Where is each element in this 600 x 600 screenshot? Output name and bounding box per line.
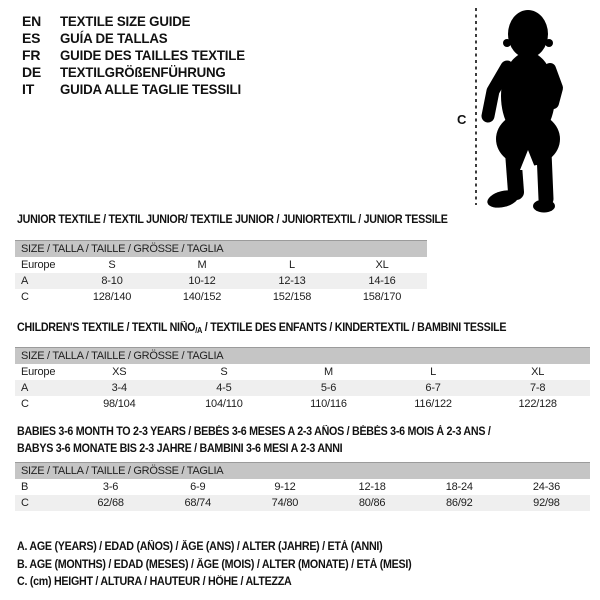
language-code: EN xyxy=(22,13,42,29)
value-cell: 110/116 xyxy=(310,398,347,410)
value-cell: 6-9 xyxy=(190,481,206,493)
row-label-cell: A xyxy=(21,382,29,394)
value-cell: 14-16 xyxy=(368,275,396,287)
value-cell: 4-5 xyxy=(216,382,232,394)
value-cell: XL xyxy=(531,366,545,378)
row-label-cell: Europe xyxy=(21,366,56,378)
row-label-cell: B xyxy=(21,481,29,493)
height-measure-label: C xyxy=(457,112,467,127)
language-row-it xyxy=(22,81,255,98)
value-cell: 74/80 xyxy=(271,497,299,509)
value-cell: XL xyxy=(375,259,389,271)
children-title-prefix: CHILDREN'S TEXTILE / TEXTIL NIÑO xyxy=(17,322,196,334)
babies-size-table xyxy=(15,462,590,511)
language-title: GUIDE DES TAILLES TEXTILE xyxy=(60,47,245,63)
legend-height-cm: C. (cm) HEIGHT / ALTURA / HAUTEUR / HÖHE / ALTEZZA xyxy=(17,576,292,588)
language-title-block xyxy=(22,13,255,98)
children-section-title xyxy=(17,320,506,339)
language-title: GUIDA ALLE TAGLIE TESSILI xyxy=(60,81,241,97)
table-row xyxy=(15,364,590,380)
value-cell: S xyxy=(220,366,228,378)
value-cell: 92/98 xyxy=(533,497,560,509)
value-cell: 122/128 xyxy=(518,398,557,410)
table-row xyxy=(15,495,590,511)
value-cell: 8-10 xyxy=(101,275,123,287)
language-code: IT xyxy=(22,81,35,97)
language-title: TEXTILGRÖßENFÜHRUNG xyxy=(60,64,226,80)
value-cell: 7-8 xyxy=(530,382,546,394)
junior-size-table xyxy=(15,240,427,305)
value-cell: XS xyxy=(112,366,127,378)
value-cell: 3-6 xyxy=(102,481,119,493)
value-cell: 12-13 xyxy=(278,275,306,287)
babies-title-line2: BABYS 3-6 MONATE BIS 2-3 JAHRE / BAMBINI 3-6 MESI A 2-3 ANNI xyxy=(17,443,343,455)
value-cell: 9-12 xyxy=(274,481,296,493)
value-cell: 152/158 xyxy=(272,291,312,303)
value-cell: 18-24 xyxy=(445,481,473,493)
value-cell: M xyxy=(197,259,207,271)
value-cell: 128/140 xyxy=(92,291,132,303)
language-row-en xyxy=(22,13,255,30)
size-table-header: SIZE / TALLA / TAILLE / GRÖSSE / TAGLIA xyxy=(15,462,590,479)
language-row-es xyxy=(22,30,255,47)
value-cell: 158/170 xyxy=(362,291,402,303)
children-size-table xyxy=(15,347,590,412)
toddler-silhouette xyxy=(486,10,560,213)
value-cell: 10-12 xyxy=(188,275,216,287)
table-row xyxy=(15,257,427,273)
value-cell: 5-6 xyxy=(320,382,337,394)
value-cell: L xyxy=(430,366,437,378)
language-code: ES xyxy=(22,30,41,46)
value-cell: 116/122 xyxy=(414,398,452,410)
language-code: DE xyxy=(22,64,42,80)
value-cell: 98/104 xyxy=(103,398,136,410)
size-table-header: SIZE / TALLA / TAILLE / GRÖSSE / TAGLIA xyxy=(15,240,427,257)
row-label-cell: C xyxy=(21,291,29,303)
toddler-silhouette-figure xyxy=(450,2,600,214)
value-cell: 24-36 xyxy=(532,481,561,493)
row-label-cell: C xyxy=(21,497,29,509)
junior-section-title: JUNIOR TEXTILE / TEXTIL JUNIOR/ TEXTILE JUNIOR / JUNIORTEXTIL / JUNIOR TESSILE xyxy=(17,214,448,226)
row-label-cell: C xyxy=(21,398,29,410)
value-cell: 12-18 xyxy=(358,481,386,493)
babies-title-line1: BABIES 3-6 MONTH TO 2-3 YEARS / BEBÉS 3-6 MESES A 2-3 AÑOS / BÉBÉS 3-6 MOIS À 2-3 ANS / xyxy=(17,426,491,438)
value-cell: 68/74 xyxy=(184,497,212,509)
value-cell: 140/152 xyxy=(182,291,222,303)
table-row xyxy=(15,380,590,396)
language-title: GUÍA DE TALLAS xyxy=(60,30,168,46)
value-cell: 62/68 xyxy=(97,497,124,509)
table-row xyxy=(15,396,590,412)
children-title-suffix: / TEXTILE DES ENFANTS / KINDERTEXTIL / BAMBINI TESSILE xyxy=(202,322,507,334)
babies-section-title xyxy=(17,424,491,458)
value-cell: S xyxy=(108,259,116,271)
language-row-fr xyxy=(22,47,255,64)
value-cell: L xyxy=(289,259,295,271)
language-row-de xyxy=(22,64,255,81)
language-code: FR xyxy=(22,47,41,63)
table-row xyxy=(15,289,427,305)
value-cell: 3-4 xyxy=(111,382,127,394)
value-cell: 80/86 xyxy=(358,497,386,509)
size-table-header: SIZE / TALLA / TAILLE / GRÖSSE / TAGLIA xyxy=(15,347,590,364)
language-title: TEXTILE SIZE GUIDE xyxy=(60,13,191,29)
row-label-cell: Europe xyxy=(21,259,56,271)
table-row xyxy=(15,479,590,495)
row-label-cell: A xyxy=(21,275,29,287)
legend-age-months: B. AGE (MONTHS) / EDAD (MESES) / ÂGE (MOIS) / ALTER (MONATE) / ETÀ (MESI) xyxy=(17,558,412,571)
value-cell: 86/92 xyxy=(446,497,473,509)
measurement-legend xyxy=(17,539,441,592)
value-cell: 6-7 xyxy=(425,382,441,394)
value-cell: M xyxy=(324,366,333,378)
children-title-subscript: /A xyxy=(195,326,203,335)
table-row xyxy=(15,273,427,289)
value-cell: 104/110 xyxy=(205,398,243,410)
legend-age-years: A. AGE (YEARS) / EDAD (AÑOS) / ÂGE (ANS) / ALTER (JAHRE) / ETÀ (ANNI) xyxy=(17,541,383,553)
